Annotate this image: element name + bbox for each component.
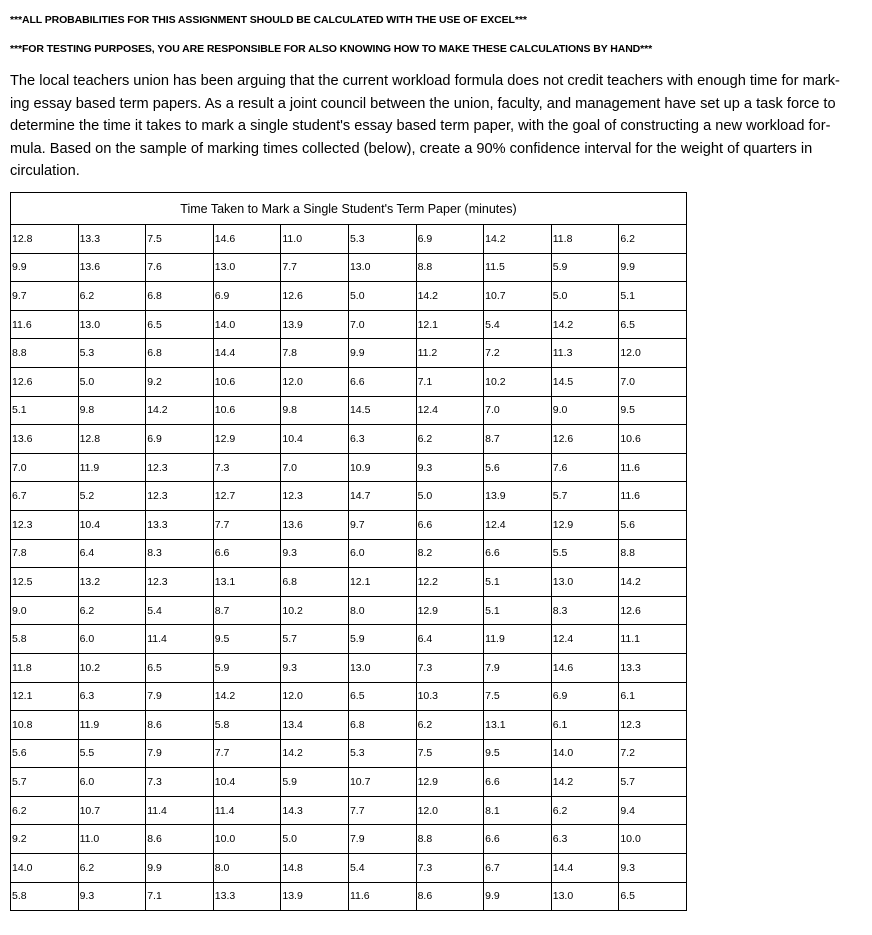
table-cell: 11.4 bbox=[146, 625, 214, 654]
table-cell: 7.3 bbox=[146, 768, 214, 797]
table-cell: 7.9 bbox=[146, 682, 214, 711]
table-cell: 8.0 bbox=[348, 596, 416, 625]
table-cell: 11.9 bbox=[78, 711, 146, 740]
table-cell: 6.2 bbox=[78, 596, 146, 625]
table-cell: 8.2 bbox=[416, 539, 484, 568]
table-cell: 5.7 bbox=[281, 625, 349, 654]
table-cell: 5.0 bbox=[281, 825, 349, 854]
table-cell: 9.0 bbox=[551, 396, 619, 425]
table-row bbox=[11, 568, 687, 597]
table-cell: 7.7 bbox=[213, 739, 281, 768]
table-cell: 12.1 bbox=[416, 310, 484, 339]
table-cell: 8.7 bbox=[484, 425, 552, 454]
marking-times-table bbox=[10, 192, 687, 911]
table-cell: 12.9 bbox=[416, 768, 484, 797]
table-cell: 13.6 bbox=[281, 510, 349, 539]
table-cell: 12.0 bbox=[281, 367, 349, 396]
table-cell: 13.9 bbox=[484, 482, 552, 511]
table-cell: 10.4 bbox=[78, 510, 146, 539]
table-cell: 5.3 bbox=[348, 739, 416, 768]
table-row bbox=[11, 711, 687, 740]
table-cell: 7.0 bbox=[484, 396, 552, 425]
table-cell: 7.7 bbox=[348, 796, 416, 825]
table-cell: 5.7 bbox=[619, 768, 687, 797]
table-cell: 7.2 bbox=[619, 739, 687, 768]
table-cell: 9.3 bbox=[619, 854, 687, 883]
table-cell: 14.2 bbox=[146, 396, 214, 425]
table-cell: 6.7 bbox=[484, 854, 552, 883]
table-cell: 14.2 bbox=[551, 768, 619, 797]
table-cell: 14.2 bbox=[484, 225, 552, 254]
table-cell: 12.4 bbox=[551, 625, 619, 654]
table-cell: 10.2 bbox=[78, 653, 146, 682]
table-cell: 13.3 bbox=[78, 225, 146, 254]
table-cell: 13.0 bbox=[348, 253, 416, 282]
table-cell: 11.2 bbox=[416, 339, 484, 368]
table-cell: 9.9 bbox=[11, 253, 79, 282]
table-cell: 12.4 bbox=[484, 510, 552, 539]
table-row bbox=[11, 453, 687, 482]
table-cell: 14.4 bbox=[213, 339, 281, 368]
table-cell: 8.1 bbox=[484, 796, 552, 825]
table-cell: 14.3 bbox=[281, 796, 349, 825]
table-cell: 7.3 bbox=[416, 854, 484, 883]
question-line: mula. Based on the sample of marking times collected (below), create a 90% confidence interval for the weight of quarters in bbox=[10, 140, 813, 157]
table-cell: 7.9 bbox=[348, 825, 416, 854]
table-cell: 9.7 bbox=[348, 510, 416, 539]
table-cell: 7.5 bbox=[416, 739, 484, 768]
table-row bbox=[11, 482, 687, 511]
table-cell: 5.0 bbox=[416, 482, 484, 511]
table-cell: 8.7 bbox=[213, 596, 281, 625]
table-cell: 10.7 bbox=[348, 768, 416, 797]
table-cell: 9.3 bbox=[281, 653, 349, 682]
table-cell: 12.6 bbox=[11, 367, 79, 396]
table-cell: 12.6 bbox=[281, 282, 349, 311]
table-cell: 5.0 bbox=[78, 367, 146, 396]
table-cell: 8.8 bbox=[619, 539, 687, 568]
table-cell: 9.9 bbox=[619, 253, 687, 282]
table-cell: 13.0 bbox=[348, 653, 416, 682]
table-cell: 8.3 bbox=[146, 539, 214, 568]
table-cell: 5.3 bbox=[78, 339, 146, 368]
table-cell: 5.0 bbox=[348, 282, 416, 311]
question-line: ing essay based term papers. As a result a joint council between the union, faculty, and management have set up a task force to bbox=[10, 95, 836, 112]
table-cell: 13.0 bbox=[213, 253, 281, 282]
table-cell: 12.3 bbox=[281, 482, 349, 511]
table-cell: 10.0 bbox=[619, 825, 687, 854]
table-cell: 12.6 bbox=[619, 596, 687, 625]
table-cell: 11.4 bbox=[146, 796, 214, 825]
table-cell: 13.6 bbox=[78, 253, 146, 282]
table-cell: 6.8 bbox=[281, 568, 349, 597]
table-cell: 6.6 bbox=[484, 539, 552, 568]
table-cell: 10.0 bbox=[213, 825, 281, 854]
table-cell: 11.1 bbox=[619, 625, 687, 654]
table-cell: 6.6 bbox=[484, 768, 552, 797]
table-cell: 5.6 bbox=[484, 453, 552, 482]
table-cell: 6.3 bbox=[78, 682, 146, 711]
table-cell: 12.9 bbox=[551, 510, 619, 539]
table-cell: 6.6 bbox=[416, 510, 484, 539]
table-cell: 6.0 bbox=[78, 768, 146, 797]
table-cell: 5.7 bbox=[551, 482, 619, 511]
table-cell: 11.6 bbox=[619, 482, 687, 511]
table-cell: 12.0 bbox=[281, 682, 349, 711]
table-cell: 14.0 bbox=[551, 739, 619, 768]
table-cell: 10.7 bbox=[78, 796, 146, 825]
table-row bbox=[11, 768, 687, 797]
table-cell: 11.6 bbox=[619, 453, 687, 482]
table-title-row bbox=[11, 193, 687, 225]
table-cell: 5.9 bbox=[281, 768, 349, 797]
table-cell: 12.0 bbox=[416, 796, 484, 825]
table-cell: 9.5 bbox=[484, 739, 552, 768]
table-cell: 7.9 bbox=[484, 653, 552, 682]
question-line: determine the time it takes to mark a single student's essay based term paper, with the goal of constructing a new workload for- bbox=[10, 118, 831, 135]
table-cell: 12.2 bbox=[416, 568, 484, 597]
table-cell: 9.9 bbox=[484, 882, 552, 911]
table-cell: 8.8 bbox=[11, 339, 79, 368]
table-cell: 5.1 bbox=[484, 596, 552, 625]
table-row bbox=[11, 425, 687, 454]
table-cell: 9.9 bbox=[146, 854, 214, 883]
table-cell: 9.3 bbox=[78, 882, 146, 911]
table-cell: 8.0 bbox=[213, 854, 281, 883]
table-row bbox=[11, 339, 687, 368]
table-cell: 6.9 bbox=[416, 225, 484, 254]
table-cell: 11.5 bbox=[484, 253, 552, 282]
table-cell: 7.3 bbox=[416, 653, 484, 682]
table-cell: 13.9 bbox=[281, 310, 349, 339]
table-row bbox=[11, 539, 687, 568]
table-cell: 5.6 bbox=[11, 739, 79, 768]
table-cell: 5.5 bbox=[78, 739, 146, 768]
table-cell: 12.9 bbox=[213, 425, 281, 454]
table-cell: 9.3 bbox=[281, 539, 349, 568]
table-cell: 11.9 bbox=[78, 453, 146, 482]
table-cell: 6.6 bbox=[213, 539, 281, 568]
table-cell: 14.5 bbox=[348, 396, 416, 425]
table-row bbox=[11, 510, 687, 539]
table-row bbox=[11, 682, 687, 711]
question-line: circulation. bbox=[10, 163, 80, 180]
table-row bbox=[11, 253, 687, 282]
table-cell: 10.9 bbox=[348, 453, 416, 482]
table-cell: 7.6 bbox=[551, 453, 619, 482]
table-cell: 7.6 bbox=[146, 253, 214, 282]
table-cell: 6.4 bbox=[78, 539, 146, 568]
table-cell: 5.3 bbox=[348, 225, 416, 254]
table-cell: 8.8 bbox=[416, 253, 484, 282]
table-cell: 11.6 bbox=[11, 310, 79, 339]
table-cell: 5.2 bbox=[78, 482, 146, 511]
table-cell: 6.9 bbox=[213, 282, 281, 311]
table-cell: 10.6 bbox=[213, 396, 281, 425]
table-cell: 6.2 bbox=[11, 796, 79, 825]
testing-note: ***FOR TESTING PURPOSES, YOU ARE RESPONSIBLE FOR ALSO KNOWING HOW TO MAKE THESE CALCULATIONS BY HAND*** bbox=[10, 43, 653, 55]
table-cell: 10.6 bbox=[619, 425, 687, 454]
table-cell: 5.4 bbox=[484, 310, 552, 339]
table-cell: 5.9 bbox=[213, 653, 281, 682]
table-row bbox=[11, 225, 687, 254]
table-cell: 13.4 bbox=[281, 711, 349, 740]
table-cell: 12.5 bbox=[11, 568, 79, 597]
table-cell: 5.1 bbox=[484, 568, 552, 597]
table-cell: 5.4 bbox=[146, 596, 214, 625]
table-cell: 9.8 bbox=[78, 396, 146, 425]
table-row bbox=[11, 625, 687, 654]
table-row bbox=[11, 396, 687, 425]
table-cell: 9.2 bbox=[11, 825, 79, 854]
table-cell: 11.0 bbox=[78, 825, 146, 854]
table-cell: 7.5 bbox=[484, 682, 552, 711]
table-cell: 12.8 bbox=[11, 225, 79, 254]
table-cell: 6.2 bbox=[416, 425, 484, 454]
table-cell: 5.8 bbox=[11, 625, 79, 654]
table-cell: 14.8 bbox=[281, 854, 349, 883]
table-cell: 12.6 bbox=[551, 425, 619, 454]
table-cell: 9.5 bbox=[213, 625, 281, 654]
table-cell: 7.3 bbox=[213, 453, 281, 482]
table-cell: 9.2 bbox=[146, 367, 214, 396]
table-cell: 9.3 bbox=[416, 453, 484, 482]
table-cell: 5.0 bbox=[551, 282, 619, 311]
table-cell: 10.3 bbox=[416, 682, 484, 711]
table-cell: 5.8 bbox=[213, 711, 281, 740]
table-cell: 8.8 bbox=[416, 825, 484, 854]
table-body bbox=[11, 225, 687, 911]
table-cell: 11.9 bbox=[484, 625, 552, 654]
table-row bbox=[11, 282, 687, 311]
table-cell: 6.7 bbox=[11, 482, 79, 511]
table-cell: 7.0 bbox=[281, 453, 349, 482]
table-cell: 5.5 bbox=[551, 539, 619, 568]
table-cell: 8.3 bbox=[551, 596, 619, 625]
table-cell: 6.8 bbox=[146, 339, 214, 368]
table-cell: 12.7 bbox=[213, 482, 281, 511]
table-cell: 11.0 bbox=[281, 225, 349, 254]
table-cell: 9.4 bbox=[619, 796, 687, 825]
question-paragraph bbox=[10, 70, 860, 183]
table-cell: 5.9 bbox=[551, 253, 619, 282]
table-cell: 6.2 bbox=[78, 282, 146, 311]
excel-note: ***ALL PROBABILITIES FOR THIS ASSIGNMENT SHOULD BE CALCULATED WITH THE USE OF EXCEL*** bbox=[10, 14, 527, 26]
table-cell: 9.0 bbox=[11, 596, 79, 625]
table-cell: 10.2 bbox=[281, 596, 349, 625]
table-cell: 5.1 bbox=[11, 396, 79, 425]
question-line: The local teachers union has been arguing that the current workload formula does not credit teachers with enough time for mark- bbox=[10, 73, 840, 89]
table-cell: 7.1 bbox=[146, 882, 214, 911]
table-cell: 6.8 bbox=[146, 282, 214, 311]
table-cell: 5.7 bbox=[11, 768, 79, 797]
table-cell: 5.1 bbox=[619, 282, 687, 311]
table-cell: 11.8 bbox=[11, 653, 79, 682]
table-cell: 8.6 bbox=[146, 825, 214, 854]
table-cell: 7.1 bbox=[416, 367, 484, 396]
table-cell: 5.6 bbox=[619, 510, 687, 539]
table-cell: 14.2 bbox=[416, 282, 484, 311]
table-cell: 6.9 bbox=[146, 425, 214, 454]
table-cell: 9.7 bbox=[11, 282, 79, 311]
table-row bbox=[11, 596, 687, 625]
table-cell: 7.9 bbox=[146, 739, 214, 768]
table-cell: 14.2 bbox=[281, 739, 349, 768]
table-cell: 13.3 bbox=[146, 510, 214, 539]
table-cell: 12.3 bbox=[11, 510, 79, 539]
table-cell: 11.8 bbox=[551, 225, 619, 254]
table-cell: 14.0 bbox=[213, 310, 281, 339]
table-cell: 12.8 bbox=[78, 425, 146, 454]
table-cell: 12.3 bbox=[146, 482, 214, 511]
table-title: Time Taken to Mark a Single Student's Term Paper (minutes) bbox=[11, 193, 687, 225]
table-cell: 9.5 bbox=[619, 396, 687, 425]
table-cell: 11.4 bbox=[213, 796, 281, 825]
table-cell: 11.6 bbox=[348, 882, 416, 911]
table-cell: 6.4 bbox=[416, 625, 484, 654]
table-cell: 9.9 bbox=[348, 339, 416, 368]
table-cell: 7.0 bbox=[348, 310, 416, 339]
table-cell: 6.5 bbox=[619, 882, 687, 911]
table-cell: 6.9 bbox=[551, 682, 619, 711]
table-cell: 6.2 bbox=[619, 225, 687, 254]
table-cell: 10.8 bbox=[11, 711, 79, 740]
table-cell: 14.6 bbox=[551, 653, 619, 682]
table-cell: 14.2 bbox=[213, 682, 281, 711]
table-cell: 13.6 bbox=[11, 425, 79, 454]
table-cell: 6.3 bbox=[551, 825, 619, 854]
table-cell: 12.3 bbox=[619, 711, 687, 740]
table-cell: 12.3 bbox=[146, 568, 214, 597]
table-row bbox=[11, 739, 687, 768]
table-row bbox=[11, 796, 687, 825]
table-cell: 7.0 bbox=[11, 453, 79, 482]
table-cell: 7.8 bbox=[11, 539, 79, 568]
table-row bbox=[11, 825, 687, 854]
table-cell: 14.7 bbox=[348, 482, 416, 511]
table-cell: 6.0 bbox=[348, 539, 416, 568]
table-cell: 14.6 bbox=[213, 225, 281, 254]
table-cell: 6.6 bbox=[348, 367, 416, 396]
table-cell: 7.5 bbox=[146, 225, 214, 254]
table-cell: 12.0 bbox=[619, 339, 687, 368]
table-cell: 14.5 bbox=[551, 367, 619, 396]
table-cell: 6.5 bbox=[348, 682, 416, 711]
table-cell: 13.3 bbox=[213, 882, 281, 911]
table-cell: 10.4 bbox=[213, 768, 281, 797]
table-cell: 8.6 bbox=[146, 711, 214, 740]
table-cell: 7.0 bbox=[619, 367, 687, 396]
table-cell: 12.4 bbox=[416, 396, 484, 425]
table-cell: 11.3 bbox=[551, 339, 619, 368]
table-cell: 6.2 bbox=[78, 854, 146, 883]
table-cell: 13.0 bbox=[551, 568, 619, 597]
table-cell: 7.7 bbox=[213, 510, 281, 539]
table-cell: 6.6 bbox=[484, 825, 552, 854]
table-cell: 13.9 bbox=[281, 882, 349, 911]
table-cell: 13.0 bbox=[78, 310, 146, 339]
table-cell: 14.4 bbox=[551, 854, 619, 883]
table-cell: 14.2 bbox=[551, 310, 619, 339]
table-cell: 12.1 bbox=[11, 682, 79, 711]
table-cell: 6.8 bbox=[348, 711, 416, 740]
table-cell: 6.5 bbox=[619, 310, 687, 339]
table-cell: 5.9 bbox=[348, 625, 416, 654]
table-cell: 13.1 bbox=[484, 711, 552, 740]
table-cell: 6.5 bbox=[146, 310, 214, 339]
table-row bbox=[11, 854, 687, 883]
table-cell: 6.2 bbox=[416, 711, 484, 740]
table-cell: 7.7 bbox=[281, 253, 349, 282]
table-cell: 6.2 bbox=[551, 796, 619, 825]
table-cell: 6.1 bbox=[619, 682, 687, 711]
table-row bbox=[11, 310, 687, 339]
table-cell: 9.8 bbox=[281, 396, 349, 425]
table-row bbox=[11, 882, 687, 911]
table-cell: 12.3 bbox=[146, 453, 214, 482]
table-row bbox=[11, 367, 687, 396]
table-cell: 10.4 bbox=[281, 425, 349, 454]
table-cell: 6.1 bbox=[551, 711, 619, 740]
table-cell: 6.0 bbox=[78, 625, 146, 654]
table-cell: 6.5 bbox=[146, 653, 214, 682]
table-cell: 6.3 bbox=[348, 425, 416, 454]
table-cell: 14.0 bbox=[11, 854, 79, 883]
table-cell: 13.1 bbox=[213, 568, 281, 597]
table-cell: 13.2 bbox=[78, 568, 146, 597]
table-cell: 5.8 bbox=[11, 882, 79, 911]
table-cell: 12.9 bbox=[416, 596, 484, 625]
table-cell: 5.4 bbox=[348, 854, 416, 883]
table-cell: 10.7 bbox=[484, 282, 552, 311]
table-cell: 7.8 bbox=[281, 339, 349, 368]
table-cell: 10.6 bbox=[213, 367, 281, 396]
table-cell: 13.3 bbox=[619, 653, 687, 682]
table-cell: 8.6 bbox=[416, 882, 484, 911]
table-cell: 10.2 bbox=[484, 367, 552, 396]
table-cell: 12.1 bbox=[348, 568, 416, 597]
table-row bbox=[11, 653, 687, 682]
table-cell: 14.2 bbox=[619, 568, 687, 597]
table-cell: 13.0 bbox=[551, 882, 619, 911]
table-cell: 7.2 bbox=[484, 339, 552, 368]
